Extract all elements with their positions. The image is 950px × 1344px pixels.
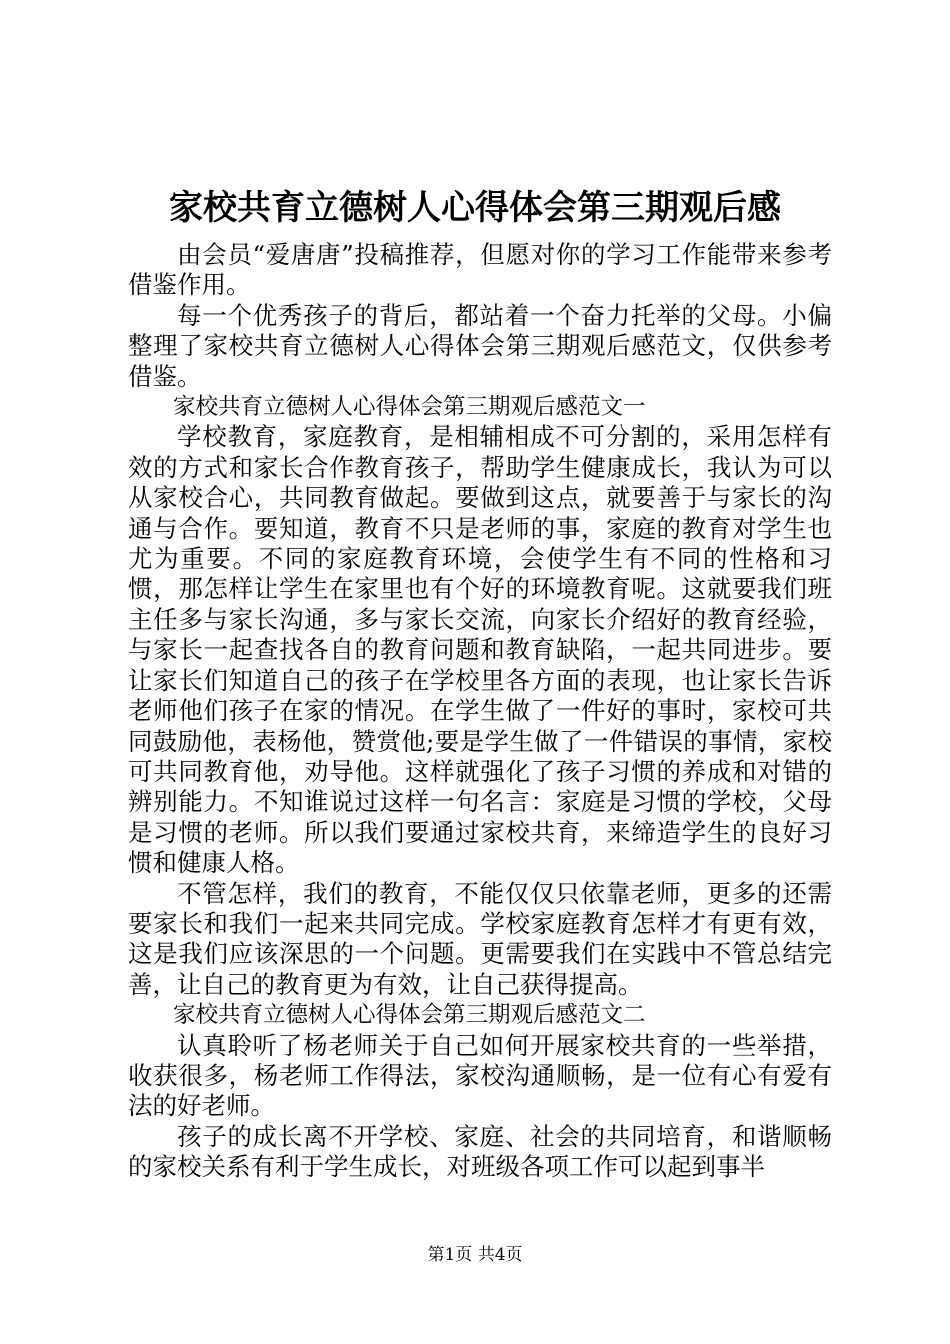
page-title: 家校共育立德树人心得体会第三期观后感 [169,188,781,228]
section-2-paragraph-2: 孩子的成长离不开学校、家庭、社会的共同培育，和谐顺畅的家校关系有利于学生成长，对班级各项工作可以起到事半 [128,1121,832,1182]
intro-paragraph-2: 每一个优秀孩子的背后，都站着一个奋力托举的父母。小偏整理了家校共育立德树人心得体会第三期观后感范文，仅供参考借鉴。 [128,300,832,391]
section-1-paragraph-2: 不管怎样，我们的教育，不能仅仅只依靠老师，更多的还需要家长和我们一起来共同完成。学校家庭教育怎样才有更有效，这是我们应该深思的一个问题。更需要我们在实践中不管总结完善，让自己的教育更为有效，让自己获得提高。 [128,878,832,999]
section-2-heading: 家校共育立德树人心得体会第三期观后感范文二 [173,1002,646,1029]
section-2-paragraph-1: 认真聆听了杨老师关于自己如何开展家校共育的一些举措，收获很多，杨老师工作得法，家校沟通顺畅，是一位有心有爱有法的好老师。 [128,1030,832,1121]
section-1-heading: 家校共育立德树人心得体会第三期观后感范文一 [173,394,646,421]
document-body [128,240,832,1183]
intro-paragraph-1: 由会员“爱唐唐”投稿推荐，但愿对你的学习工作能带来参考借鉴作用。 [128,240,832,300]
section-1-paragraph-1: 学校教育，家庭教育，是相辅相成不可分割的，采用怎样有效的方式和家长合作教育孩子，帮助学生健康成长，我认为可以从家校合心，共同教育做起。要做到这点，就要善于与家长的沟通与合作。要知道，教育不只是老师的事，家庭的教育对学生也尤为重要。不同的家庭教育环境，会使学生有不同的性格和习惯，那怎样让学生在家里也有个好的环境教育呢。这就要我们班主任多与家长沟通，多与家长交流，向家长介绍好的教育经验，与家长一起查找各自的教育问题和教育缺陷，一起共同进步。要让家长们知道自己的孩子在学校里各方面的表现，也让家长告诉老师他们孩子在家的情况。在学生做了一件好的事时，家校可共同鼓励他，表杨他，赞赏他;要是学生做了一件错误的事情，家校可共同教育他，劝导他。这样就强化了孩子习惯的养成和对错的辨别能力。不知谁说过这样一句名言：家庭是习惯的学校，父母是习惯的老师。所以我们要通过家校共育，来缔造学生的良好习惯和健康人格。 [128,422,832,878]
page-footer: 第1页 共4页 [427,1245,523,1265]
